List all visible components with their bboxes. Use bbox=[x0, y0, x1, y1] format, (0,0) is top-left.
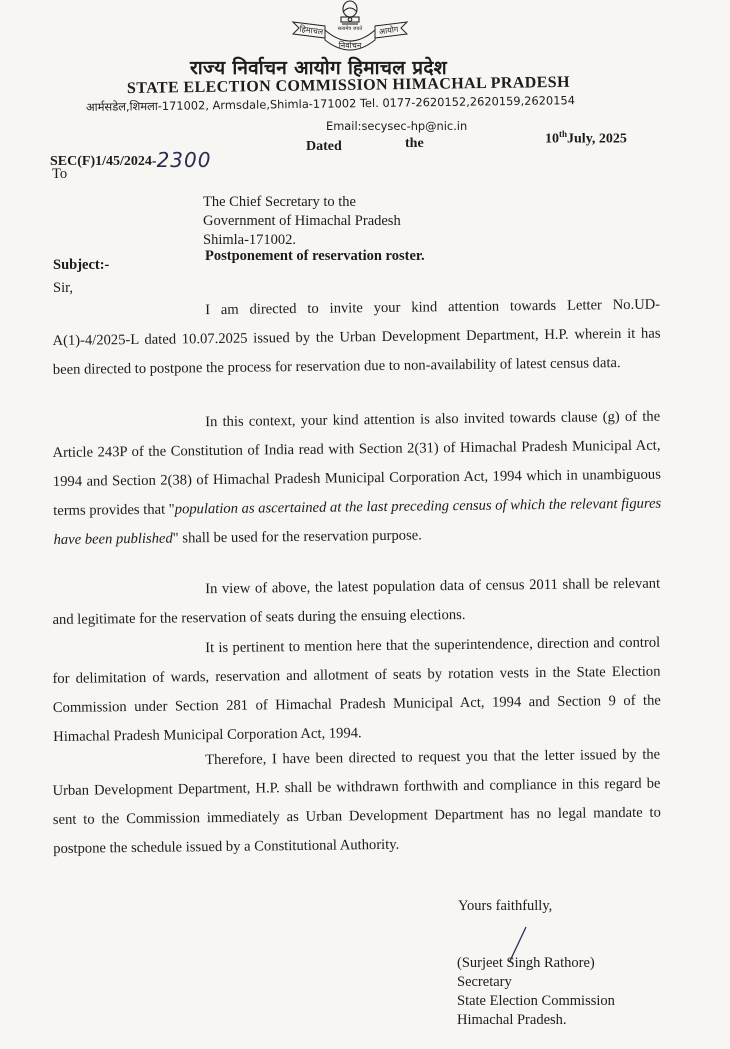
reference-prefix: SEC(F)1/45/2024- bbox=[50, 154, 157, 169]
hindi-title: राज्य निर्वाचन आयोग हिमाचल प्रदेश bbox=[190, 57, 448, 79]
addressee-line-2: Government of Himachal Pradesh bbox=[203, 213, 401, 229]
addressee-line-3: Shimla-171002. bbox=[203, 232, 297, 248]
body-paragraph-4: It is pertinent to mention here that the superintendence, direction and control for delimitation of wards, reservation and allotment of seats by rotation vests in the State Election Commission under Section 281 of Himachal Pradesh Municipal Act, 1994 and Section 9 of the Himachal Pradesh Municipal Corporation Act, 1994. bbox=[52, 634, 661, 745]
addressee-block bbox=[203, 193, 401, 250]
salutation: Sir, bbox=[53, 280, 73, 296]
to-label: To bbox=[52, 166, 68, 182]
banner-left-text: हिमाचल bbox=[298, 24, 324, 37]
banner-right-text: आयोग bbox=[378, 24, 399, 37]
paragraph-2-start: In this context, your kind attention is also invited towards clause (g) of the Article 243P of the Constitution of India read with Section 2(31) of Himachal Pradesh Municipal Act, 1994 and Section 2(38) of Himachal Pradesh Municipal Corporation Act, 1994 which in unambiguous terms provides that " bbox=[52, 408, 661, 519]
date-day: 10 bbox=[545, 131, 559, 147]
the-label: the bbox=[405, 136, 424, 151]
ashoka-emblem-icon bbox=[341, 1, 359, 24]
reference-number bbox=[50, 146, 211, 170]
signatory-block bbox=[457, 954, 615, 1030]
office-email: Email:secysec-hp@nic.in bbox=[326, 119, 468, 133]
body-paragraph-3: In view of above, the latest population data of census 2011 shall be relevant and legitimate for the reservation of seats during the ensuing elections. bbox=[52, 575, 661, 628]
paragraph-2-quote: population as ascertained at the last preceding census of which the relevant figures have been published bbox=[53, 495, 662, 548]
addressee-line-1: The Chief Secretary to the bbox=[203, 194, 356, 210]
body-paragraph-1: I am directed to invite your kind attention towards Letter No.UD-A(1)-4/2025-L dated 10.07.2025 issued by the Urban Development Department, H.P. wherein it has been directed to postpone the process for reservation due to non-availability of latest census data. bbox=[52, 296, 661, 378]
signatory-state: Himachal Pradesh. bbox=[457, 1012, 567, 1028]
subject-text: Postponement of reservation roster. bbox=[205, 248, 425, 264]
dated-label: Dated bbox=[306, 139, 342, 154]
signatory-name: (Surjeet Singh Rathore) bbox=[457, 955, 595, 971]
date-suffix: th bbox=[559, 129, 568, 139]
emblem-motto: सत्यमेव जयते bbox=[337, 26, 363, 32]
date-rest: July, 2025 bbox=[567, 131, 627, 147]
banner-bottom-text: निर्वाचन bbox=[338, 41, 362, 50]
closing-phrase: Yours faithfully, bbox=[458, 898, 553, 914]
body-paragraph-5: Therefore, I have been directed to request you that the letter issued by the Urban Development Department, H.P. shall be withdrawn forthwith and compliance in this regard be sent to the Commission immediately as Urban Development Department has no legal mandate to postpone the schedule issued by a Constitutional Authority. bbox=[52, 746, 661, 857]
subject-label: Subject:- bbox=[53, 257, 110, 273]
english-title: STATE ELECTION COMMISSION HIMACHAL PRADESH bbox=[126, 73, 571, 97]
signatory-designation: Secretary bbox=[457, 974, 512, 990]
handwritten-dispatch-number: 2300 bbox=[156, 148, 212, 172]
signatory-office: State Election Commission bbox=[457, 993, 615, 1009]
state-emblem bbox=[285, 0, 415, 58]
paragraph-2-end: " shall be used for the reservation purpose. bbox=[172, 527, 422, 547]
letter-date bbox=[545, 129, 627, 148]
office-address: आर्मसडेल,शिमला-171002, Armsdale,Shimla-171002 Tel. 0177-2620152,2620159,2620154 bbox=[85, 93, 575, 114]
body-paragraph-2 bbox=[52, 403, 662, 555]
